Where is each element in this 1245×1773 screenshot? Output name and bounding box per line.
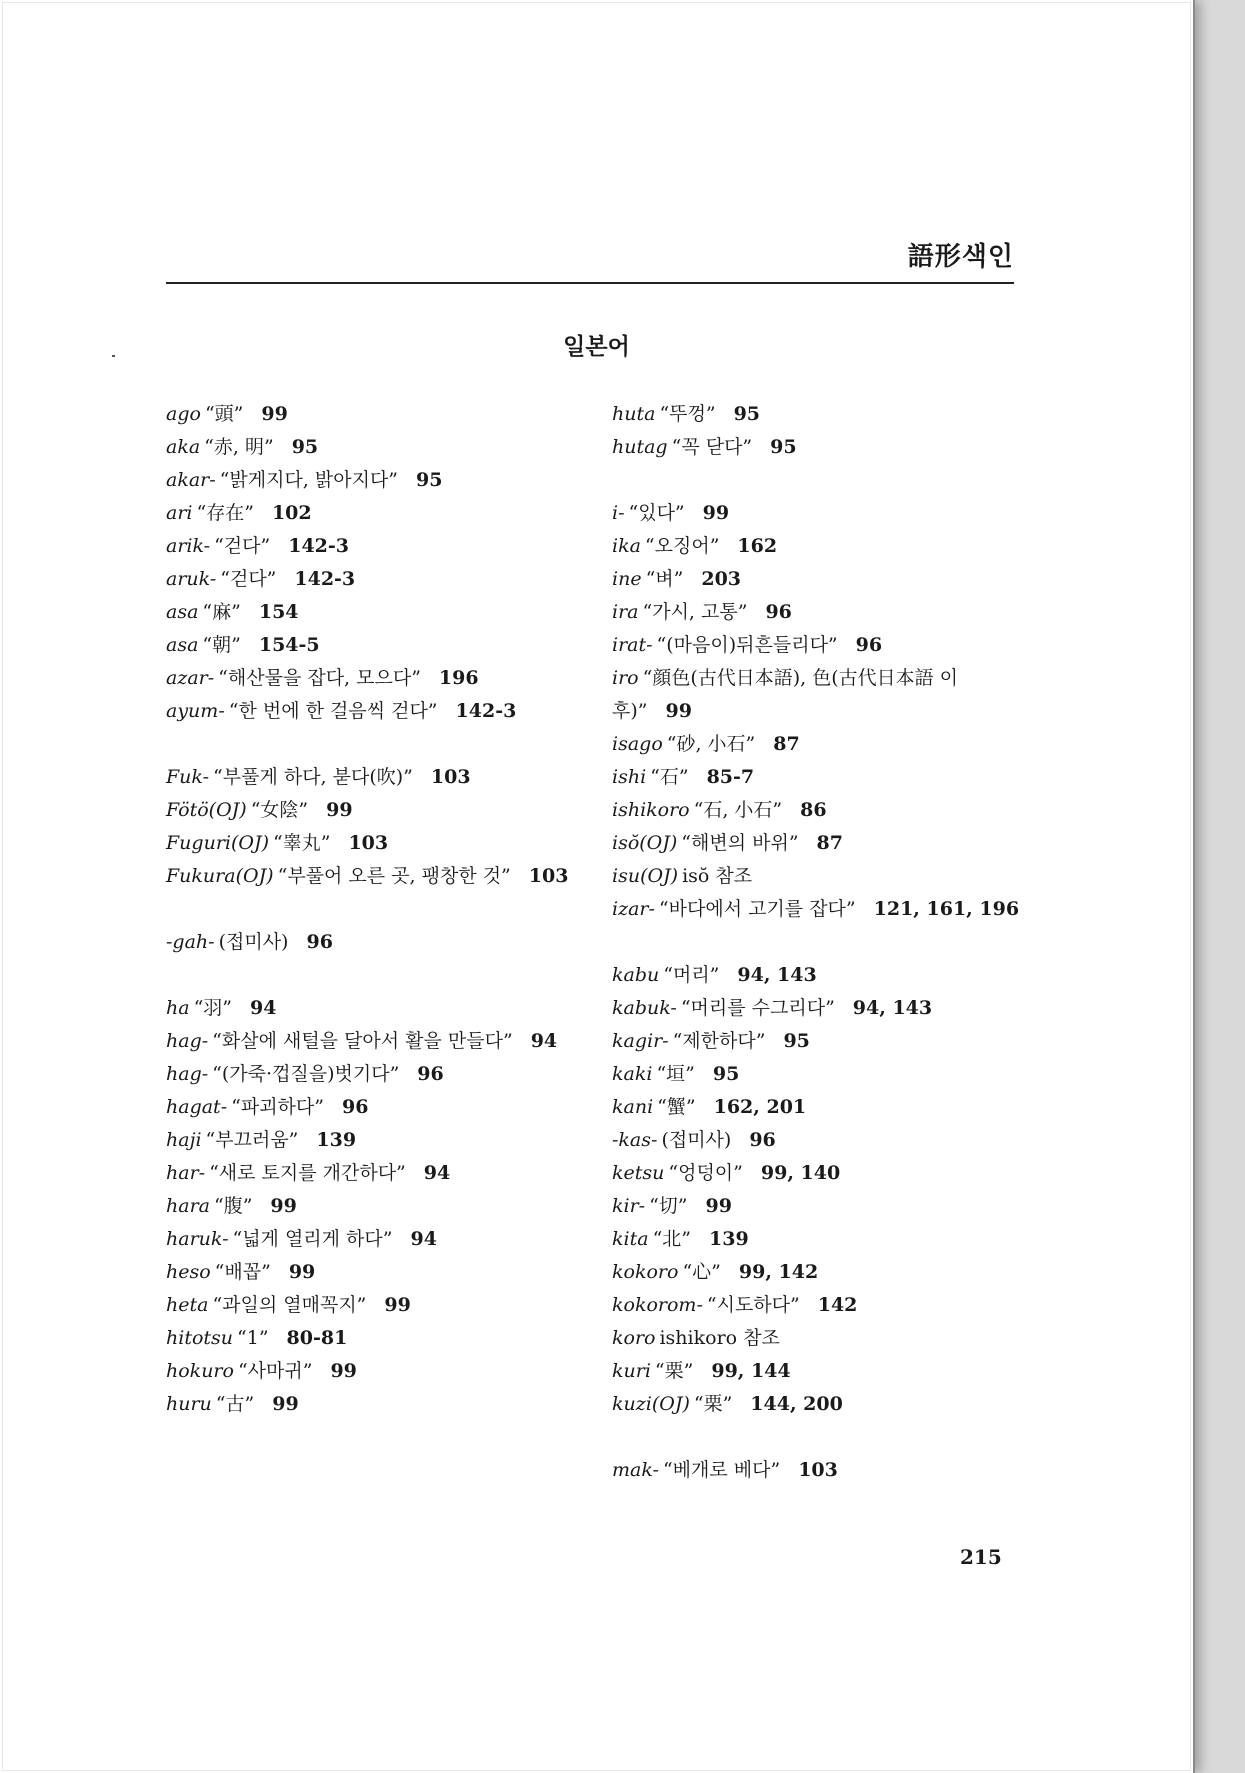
index-entry (612, 1157, 1020, 1190)
index-entry (612, 959, 1020, 992)
entry-page-ref: 99 (326, 799, 353, 821)
entry-headword: koro (612, 1327, 656, 1349)
entry-gloss: (접미사) (661, 1129, 732, 1151)
index-entry (166, 1223, 576, 1256)
entry-page-ref: 94, 143 (852, 997, 933, 1019)
entry-gloss: “石, 小石” (693, 799, 783, 821)
entry-page-ref: 103 (430, 766, 471, 788)
entry-gloss: “부끄러움” (205, 1129, 299, 1151)
index-entry (612, 497, 1020, 530)
entry-headword: Fukura(OJ) (166, 865, 274, 887)
index-entry (166, 827, 576, 860)
entry-page-ref: 203 (701, 568, 742, 590)
entry-gloss: “과일의 열매꼭지” (212, 1294, 367, 1316)
entry-page-ref: 96 (765, 601, 792, 623)
entry-headword: ishi (612, 766, 647, 788)
entry-gloss: isŏ 참조 (682, 865, 753, 887)
entry-gloss: “石” (650, 766, 689, 788)
entry-page-ref: 96 (417, 1063, 444, 1085)
entry-gloss: “사마귀” (237, 1360, 313, 1382)
entry-page-ref: 95 (733, 403, 761, 425)
entry-page-ref: 154 (258, 601, 299, 623)
entry-headword: akar- (166, 469, 216, 491)
entry-headword: aruk- (166, 568, 217, 590)
entry-gloss: “蟹” (657, 1096, 696, 1118)
index-entry (612, 992, 1020, 1025)
index-entry (612, 827, 1020, 860)
entry-gloss: “머리를 수그리다” (680, 997, 835, 1019)
entry-page-ref: 142-3 (294, 568, 356, 590)
index-entry (166, 1322, 576, 1355)
index-entry (166, 992, 576, 1025)
entry-headword: isago (612, 733, 663, 755)
index-entry (166, 497, 576, 530)
entry-page-ref: 96 (855, 634, 883, 656)
entry-gloss: “女陰” (250, 799, 309, 821)
entry-page-ref: 99 (702, 502, 730, 524)
entry-headword: Fuguri(OJ) (166, 832, 269, 854)
entry-gloss: “切” (649, 1195, 688, 1217)
entry-page-ref: 95 (783, 1030, 810, 1052)
index-entry (612, 794, 1020, 827)
entry-gloss: “시도하다” (706, 1294, 800, 1316)
entry-headword: hokuro (166, 1360, 234, 1382)
index-entry (166, 761, 576, 794)
entry-page-ref: 99, 142 (738, 1261, 819, 1283)
entry-page-ref: 142 (817, 1294, 858, 1316)
index-entry (166, 1190, 576, 1223)
entry-headword: arik- (166, 535, 211, 557)
entry-page-ref: 99 (705, 1195, 732, 1217)
entry-headword: kita (612, 1228, 649, 1250)
index-entry (166, 431, 576, 464)
entry-gloss: “배꼽” (214, 1261, 271, 1283)
index-entry (166, 1355, 576, 1388)
entry-gloss: “걷다” (214, 535, 271, 557)
entry-gloss: “엉덩이” (668, 1162, 743, 1184)
index-entry (612, 530, 1020, 563)
entry-page-ref: 154-5 (258, 634, 320, 656)
index-entry (612, 431, 1020, 464)
entry-page-ref: 95 (416, 469, 443, 491)
entry-gloss: “顔色(古代日本語), 色(古代日本語 이후)” (612, 667, 959, 722)
entry-headword: hagat- (166, 1096, 228, 1118)
index-entry (612, 563, 1020, 596)
entry-headword: isŏ(OJ) (612, 832, 678, 854)
entry-page-ref: 96 (341, 1096, 369, 1118)
index-entry (166, 1091, 576, 1124)
entry-page-ref: 94 (250, 997, 277, 1019)
entry-headword: ari (166, 502, 193, 524)
index-entry (166, 464, 576, 497)
running-head: 語形색인 (907, 242, 1014, 272)
entry-headword: haruk- (166, 1228, 229, 1250)
entry-gloss: “베개로 베다” (662, 1459, 781, 1481)
index-entry (166, 1025, 576, 1058)
entry-page-ref: 99, 140 (760, 1162, 841, 1184)
index-entry (612, 629, 1020, 662)
index-entry (612, 1223, 1020, 1256)
entry-headword: heta (166, 1294, 209, 1316)
entry-gloss: “赤, 明” (204, 436, 274, 458)
entry-headword: kir- (612, 1195, 646, 1217)
entry-page-ref: 144, 200 (750, 1393, 843, 1415)
index-entry (612, 398, 1020, 431)
entry-page-ref: 103 (798, 1459, 838, 1481)
entry-gloss: “北” (652, 1228, 691, 1250)
entry-page-ref: 94 (423, 1162, 451, 1184)
entry-page-ref: 99 (384, 1294, 411, 1316)
entry-page-ref: 103 (348, 832, 389, 854)
entry-gloss: “睾丸” (273, 832, 331, 854)
entry-headword: aka (166, 436, 201, 458)
entry-page-ref: 99 (330, 1360, 357, 1382)
index-entry (166, 1157, 576, 1190)
index-entry (166, 1388, 576, 1421)
entry-headword: ishikoro (612, 799, 690, 821)
entry-page-ref: 85-7 (706, 766, 755, 788)
entry-gloss: “腹” (213, 1195, 253, 1217)
entry-gloss: “부풀어 오른 곳, 팽창한 것” (277, 865, 511, 887)
entry-gloss: “垣” (656, 1063, 695, 1085)
entry-gloss: “心” (682, 1261, 721, 1283)
index-entry (612, 1322, 1020, 1355)
index-entry (612, 860, 1020, 893)
entry-page-ref: 139 (316, 1129, 357, 1151)
index-entry (166, 926, 576, 959)
entry-page-ref: 99 (665, 700, 692, 722)
index-entry (166, 662, 576, 695)
entry-gloss: “밝게지다, 밝아지다” (219, 469, 399, 491)
entry-gloss: “1” (237, 1327, 269, 1349)
index-entry (612, 893, 1020, 926)
entry-headword: kokorom- (612, 1294, 703, 1316)
entry-headword: kokoro (612, 1261, 679, 1283)
index-entry (166, 860, 576, 893)
entry-page-ref: 99 (288, 1261, 316, 1283)
entry-headword: irat- (612, 634, 653, 656)
entry-gloss: (접미사) (218, 931, 289, 953)
index-entry (612, 662, 1020, 728)
index-entry (612, 728, 1020, 761)
entry-headword: izar- (612, 898, 655, 920)
entry-page-ref: 94 (530, 1030, 558, 1052)
entry-headword: asa (166, 601, 199, 623)
index-entry (166, 596, 576, 629)
entry-headword: asa (166, 634, 199, 656)
entry-gloss: “파괴하다” (231, 1096, 324, 1118)
entry-headword: kabuk- (612, 997, 677, 1019)
entry-page-ref: 99 (270, 1195, 297, 1217)
index-entry (612, 596, 1020, 629)
entry-headword: kaki (612, 1063, 653, 1085)
entry-gloss: “頭” (204, 403, 244, 425)
index-entry (166, 563, 576, 596)
index-entry (166, 695, 576, 728)
entry-gloss: “벼” (645, 568, 684, 590)
entry-page-ref: 142-3 (288, 535, 350, 557)
entry-headword: azar- (166, 667, 215, 689)
entry-gloss: “뚜껑” (659, 403, 716, 425)
entry-headword: isu(OJ) (612, 865, 679, 887)
entry-headword: hitotsu (166, 1327, 234, 1349)
entry-gloss: “있다” (628, 502, 685, 524)
index-entry (166, 794, 576, 827)
entry-headword: ketsu (612, 1162, 665, 1184)
entry-headword: ine (612, 568, 642, 590)
entry-page-ref: 96 (749, 1129, 776, 1151)
section-title: 일본어 (563, 334, 630, 360)
entry-gloss: ishikoro 참조 (659, 1327, 780, 1349)
index-entry (166, 629, 576, 662)
entry-gloss: “바다에서 고기를 잡다” (658, 898, 856, 920)
entry-headword: haji (166, 1129, 202, 1151)
entry-headword: Fötö(OJ) (166, 799, 247, 821)
entry-page-ref: 142-3 (455, 700, 517, 722)
entry-gloss: “걷다” (220, 568, 277, 590)
entry-headword: kabu (612, 964, 660, 986)
entry-headword: hag- (166, 1030, 209, 1052)
index-entry (612, 1058, 1020, 1091)
entry-gloss: “넓게 열리게 하다” (232, 1228, 393, 1250)
index-entry (612, 1388, 1020, 1421)
entry-gloss: “栗” (654, 1360, 694, 1382)
index-entry (166, 398, 576, 431)
entry-headword: hutag (612, 436, 668, 458)
entry-page-ref: 139 (709, 1228, 749, 1250)
index-entry (612, 1190, 1020, 1223)
entry-headword: Fuk- (166, 766, 210, 788)
entry-page-ref: 96 (306, 931, 333, 953)
entry-gloss: “存在” (196, 502, 254, 524)
entry-headword: kagir- (612, 1030, 669, 1052)
entry-page-ref: 95 (291, 436, 319, 458)
entry-page-ref: 99 (261, 403, 288, 425)
entry-page-ref: 94, 143 (737, 964, 817, 986)
entry-page-ref: 103 (528, 865, 569, 887)
entry-page-ref: 86 (800, 799, 827, 821)
entry-gloss: “栗” (693, 1393, 733, 1415)
entry-page-ref: 80-81 (286, 1327, 348, 1349)
entry-headword: ha (166, 997, 190, 1019)
entry-headword: hag- (166, 1063, 209, 1085)
entry-gloss: “제한하다” (672, 1030, 766, 1052)
entry-gloss: “(가죽·껍질을)벗기다” (212, 1063, 400, 1085)
index-column-left (166, 398, 576, 1421)
entry-page-ref: 87 (773, 733, 800, 755)
entry-gloss: “꼭 닫다” (671, 436, 753, 458)
entry-page-ref: 95 (712, 1063, 740, 1085)
index-entry (166, 530, 576, 563)
entry-gloss: “새로 토지를 개간하다” (209, 1162, 406, 1184)
entry-gloss: “가시, 고통” (642, 601, 748, 623)
entry-page-ref: 95 (770, 436, 797, 458)
index-entry (612, 1355, 1020, 1388)
page-number: 215 (960, 1545, 1002, 1569)
index-entry (612, 1256, 1020, 1289)
entry-page-ref: 102 (271, 502, 312, 524)
entry-headword: heso (166, 1261, 211, 1283)
entry-gloss: “한 번에 한 걸음씩 걷다” (228, 700, 438, 722)
entry-page-ref: 162 (737, 535, 778, 557)
entry-gloss: “부풀게 하다, 붇다(吹)” (213, 766, 413, 788)
entry-headword: huru (166, 1393, 212, 1415)
entry-gloss: “朝” (202, 634, 241, 656)
entry-page-ref: 94 (410, 1228, 437, 1250)
entry-headword: har- (166, 1162, 206, 1184)
entry-headword: i- (612, 502, 625, 524)
scan-speck (112, 355, 115, 357)
entry-page-ref: 196 (438, 667, 479, 689)
entry-headword: ira (612, 601, 639, 623)
entry-headword: mak- (612, 1459, 659, 1481)
entry-headword: kuri (612, 1360, 651, 1382)
entry-page-ref: 99 (272, 1393, 299, 1415)
entry-gloss: “오징어” (644, 535, 720, 557)
entry-headword: huta (612, 403, 656, 425)
entry-gloss: “화살에 새털을 달아서 활을 만들다” (212, 1030, 513, 1052)
entry-headword: iro (612, 667, 639, 689)
entry-headword: ago (166, 403, 201, 425)
entry-gloss: “砂, 小石” (666, 733, 756, 755)
index-entry (166, 1256, 576, 1289)
entry-gloss: “古” (215, 1393, 255, 1415)
entry-headword: -gah- (166, 931, 215, 953)
index-entry (612, 1025, 1020, 1058)
entry-gloss: “머리” (663, 964, 720, 986)
entry-page-ref: 99, 144 (711, 1360, 791, 1382)
entry-gloss: “麻” (202, 601, 241, 623)
entry-page-ref: 162, 201 (713, 1096, 807, 1118)
entry-headword: ika (612, 535, 641, 557)
entry-headword: hara (166, 1195, 210, 1217)
index-entry (166, 1124, 576, 1157)
index-entry (612, 761, 1020, 794)
index-entry (166, 1058, 576, 1091)
index-column-right (612, 398, 1020, 1487)
entry-page-ref: 121, 161, 196 (873, 898, 1020, 920)
index-entry (612, 1091, 1020, 1124)
entry-gloss: “(마음이)뒤흔들리다” (656, 634, 838, 656)
index-entry (166, 1289, 576, 1322)
index-entry (612, 1124, 1020, 1157)
entry-gloss: “해변의 바위” (681, 832, 799, 854)
index-entry (612, 1454, 1020, 1487)
entry-headword: -kas- (612, 1129, 658, 1151)
running-head-rule (166, 236, 1014, 284)
entry-headword: kani (612, 1096, 654, 1118)
index-entry (612, 1289, 1020, 1322)
entry-gloss: “羽” (193, 997, 233, 1019)
entry-headword: kuzi(OJ) (612, 1393, 690, 1415)
entry-headword: ayum- (166, 700, 225, 722)
entry-page-ref: 87 (816, 832, 843, 854)
entry-gloss: “해산물을 잡다, 모으다” (218, 667, 421, 689)
